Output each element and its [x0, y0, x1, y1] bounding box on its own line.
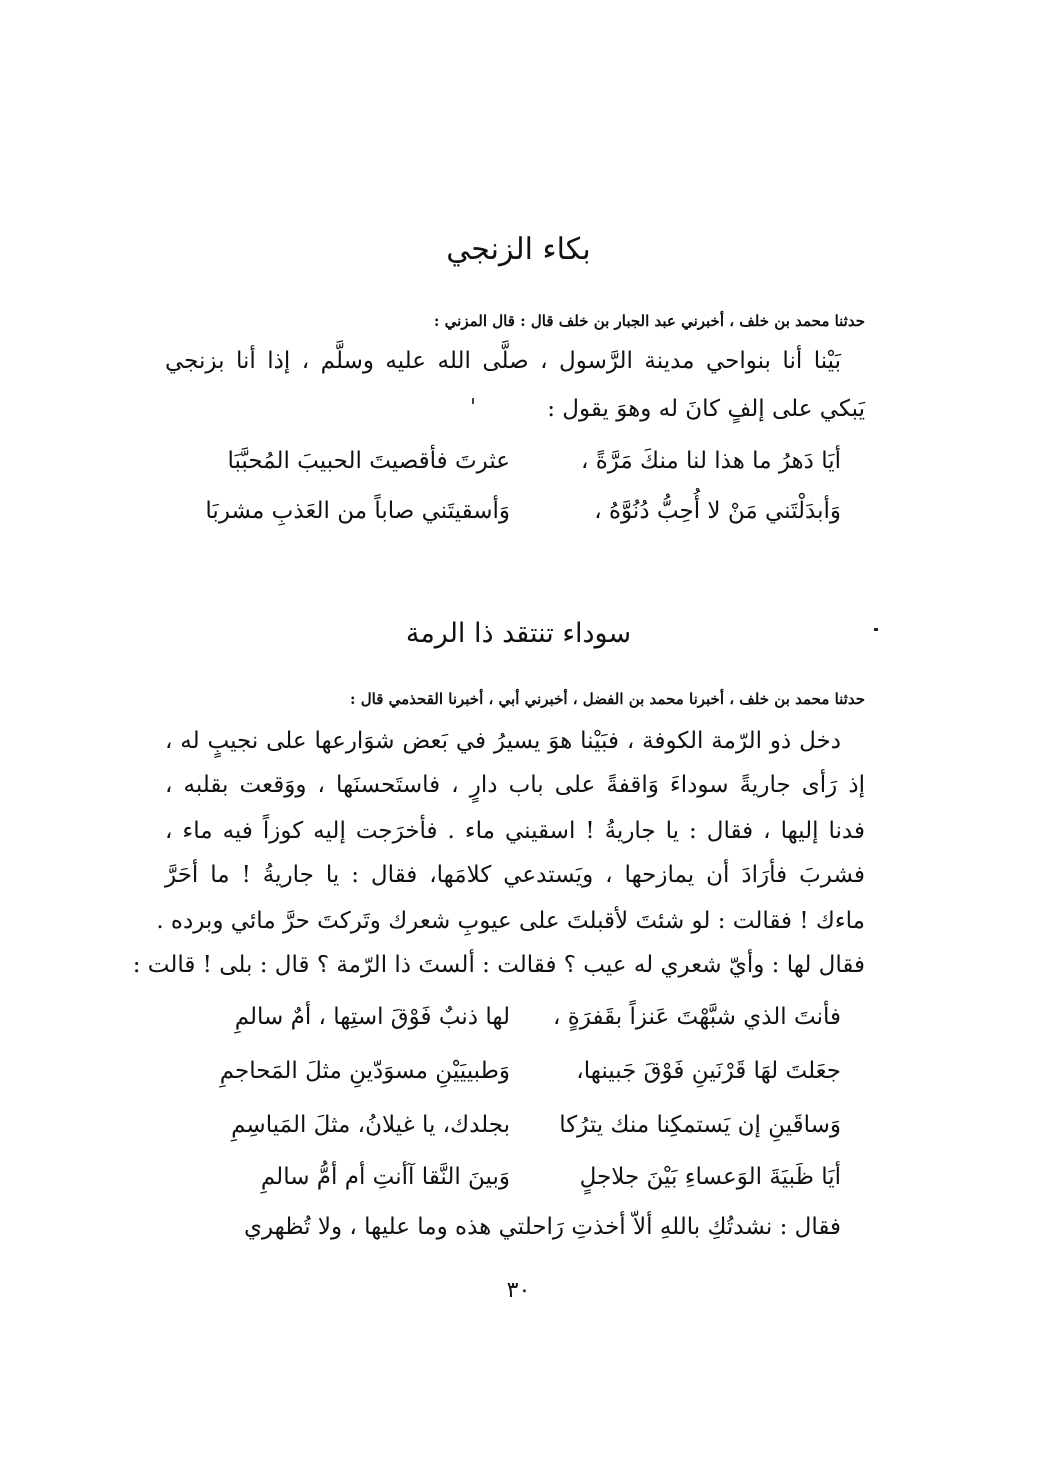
prose-line: فقال لها : وأيّ شعري له عيب ؟ فقالت : ألستَ ذا الرّمة ؟ قال : بلى ! قالت : — [132, 952, 865, 978]
verse-first-hemistich: أيَا دَهرُ ما هذا لنا منكَ مَرَّةً ، — [580, 448, 841, 474]
verse-first-hemistich: وَأبدَلْتَني مَنْ لا أُحِبُّ دُنُوَّهُ ، — [594, 498, 841, 524]
isnad-line: حدثنا محمد بن خلف ، أخبرني عبد الجبار بن خلف قال : قال المزني : — [433, 312, 865, 330]
prose-line: إذ رَأى جاريةً سوداءَ وَاقفةً على باب دارٍ ، فاستَحسنَها ، ووَقعت بقلبه ، — [165, 772, 865, 798]
verse-second-hemistich: عثرتَ فأقصيتَ الحبيبَ المُحبَّبَا — [227, 448, 510, 474]
prose-line: ماءك ! فقالت : لو شئتَ لأقبلتَ على عيوبِ شعرك وتَركتَ حرَّ مائي وبرده . — [156, 908, 865, 934]
verse-second-hemistich: لها ذنبٌ فَوْقَ استِها ، أمٌ سالمِ — [234, 1004, 510, 1030]
prose-line: يَبكي على إلفٍ كانَ له وهوَ يقول : — [547, 396, 865, 422]
print-mark — [472, 398, 474, 404]
verse-second-hemistich: بجلدك، يا غيلانُ، مثلَ المَياسِمِ — [231, 1112, 510, 1138]
prose-line: فشربَ فأرَادَ أن يمازحها ، ويَستدعي كلامَها، فقال : يا جاريةُ ! ما أحَرَّ — [165, 862, 865, 888]
verse-second-hemistich: وَبينَ النَّقا آأنتِ أم أمُّ سالمِ — [260, 1164, 510, 1190]
section-title: سوداء تنتقد ذا الرمة — [405, 618, 632, 649]
verse-first-hemistich: أيَا ظَبيَةَ الوَعساءِ بَيْنَ جلاجلٍ — [579, 1164, 841, 1190]
verse-first-hemistich: فأنتَ الذي شبَّهْتَ عَنزاً بقَفرَةٍ ، — [553, 1004, 841, 1030]
verse-first-hemistich: جعَلتَ لهَا قَرْنَينِ فَوْقَ جَبينها، — [576, 1058, 841, 1084]
prose-line: بَيْنا أنا بنواحي مدينة الرَّسول ، صلَّى الله عليه وسلَّم ، إذا أنا بزنجي — [165, 348, 841, 374]
page-number: ٣٠ — [506, 1278, 531, 1303]
prose-line: فدنا إليها ، فقال : يا جاريةُ ! اسقيني ماء . فأخرَجت إليه كوزاً فيه ماء ، — [165, 818, 865, 844]
isnad-line: حدثنا محمد بن خلف ، أخبرنا محمد بن الفضل ، أخبرني أبي ، أخبرنا القحذمي قال : — [349, 690, 865, 708]
verse-first-hemistich: وَساقَينِ إن يَستمكِنا منك يترُكا — [559, 1112, 841, 1138]
verse-second-hemistich: وَأسقيتَني صاباً من العَذبِ مشربَا — [205, 498, 510, 524]
prose-line: دخل ذو الرّمة الكوفة ، فبَيْنا هوَ يسيرُ في بَعض شوَارعها على نجيبٍ له ، — [165, 728, 841, 754]
verse-second-hemistich: وَطبييَيْنِ مسوَدّينِ مثلَ المَحاجمِ — [219, 1058, 510, 1084]
section-title: بكاء الزنجي — [446, 232, 591, 267]
prose-line: فقال : نشدتُكِ باللهِ ألاّ أخذتِ رَاحلتي هذه وما عليها ، ولا تُظهري — [243, 1214, 841, 1240]
